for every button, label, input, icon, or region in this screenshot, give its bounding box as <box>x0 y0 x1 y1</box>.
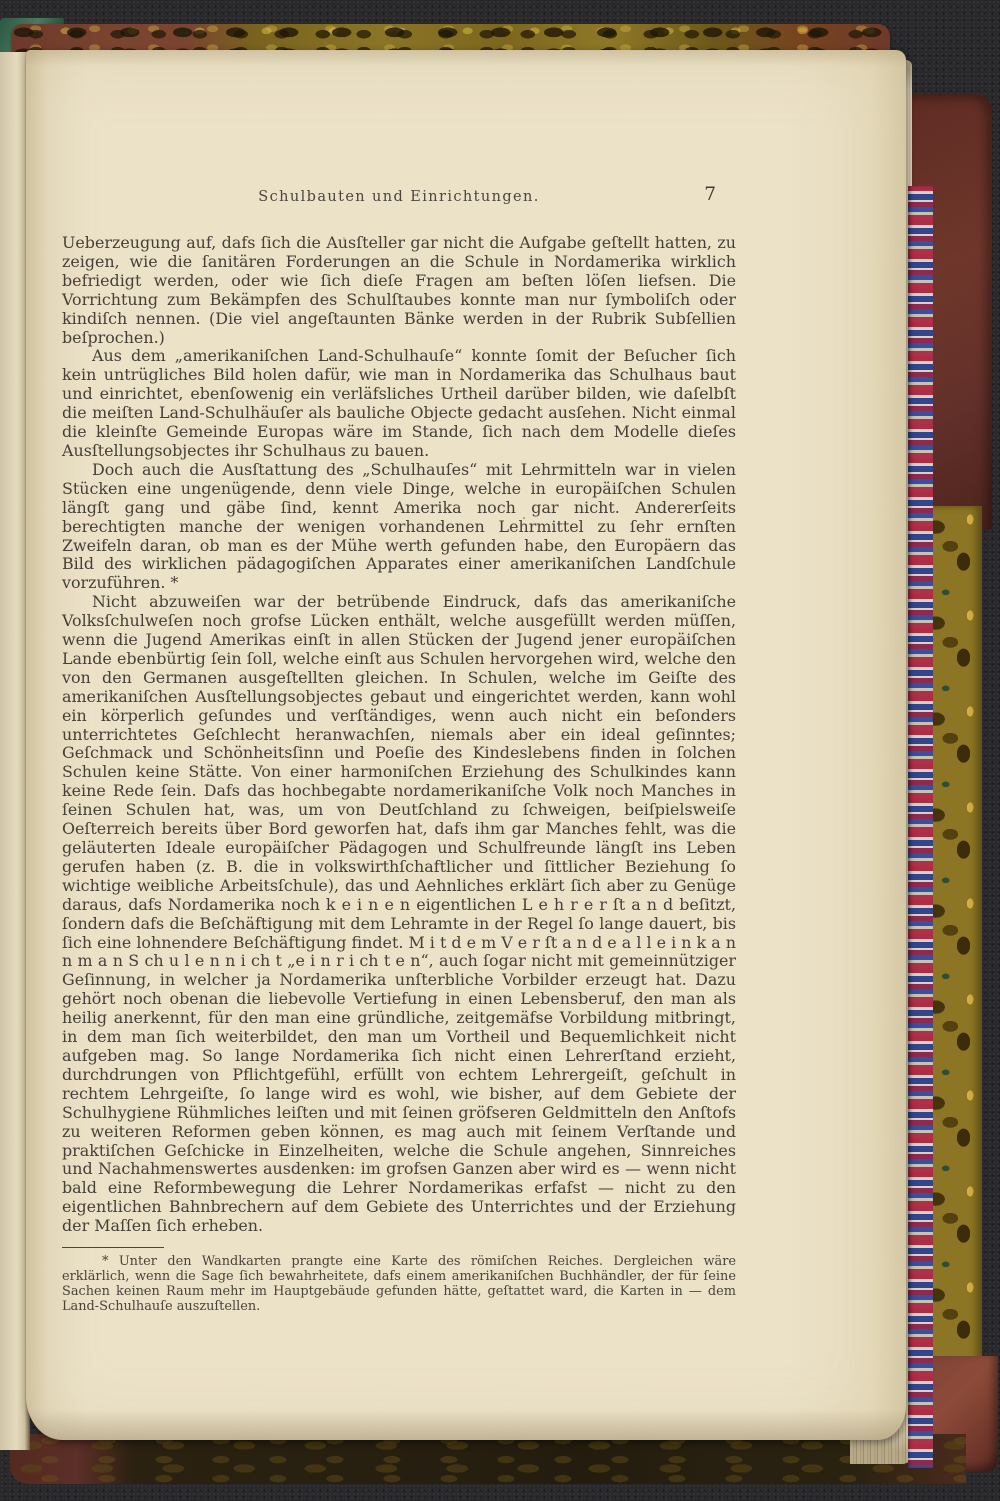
page-content <box>62 186 736 1315</box>
marbled-endpaper-edge <box>908 186 933 1468</box>
paragraph-4: Nicht abzuweiſen war der betrübende Eindruck, dafs das amerikaniſche Volksſchulweſen noch grofse Lücken enthält, welche ausgefüllt werden müſſen, wenn die Jugend Amerikas einſt in allen Stücken der Jugend jener europäiſchen Lande ebenbürtig ſein ſoll, welche einſt aus Schulen hervorgehen wird, welche den von den Germanen ausgeſtellten gleichen. In Schulen, welche im Geiſte des amerikaniſchen Ausſtellungsobjectes gebaut und eingerichtet werden, kann wohl ein körperlich geſundes und verſtändiges, wenn auch nicht ein beſonders unterrichtetes Geſchlecht heranwachſen, niemals aber ein ideal geſinntes; Geſchmack und Schönheitsſinn und Poeſie des Kindeslebens finden in ſolchen Schulen keine Stätte. Von einer harmoniſchen Erziehung des Schulkindes kann keine Rede ſein. Dafs das hochbegabte nordamerikaniſche Volk noch Manches in ſeinen Schulen hat, was, um von Deutſchland zu ſchweigen, beiſpielsweiſe Oeſterreich bereits über Bord geworfen hat, dafs ihm gar Manches fehlt, was die geläuterten Ideale europäiſcher Pädagogen und Schulfreunde längſt ins Leben gerufen haben (z. B. die in volkswirthſchaftlicher und ſittlicher Beziehung ſo wichtige weibliche Arbeitsſchule), das und Aehnliches erklärt ſich aber zu Genüge daraus, dafs Nordamerika noch k e i n e n eigentlichen L e h r e r ſt a n d beſitzt, ſondern dafs die Beſchäftigung mit dem Lehramte in der Regel ſo lange dauert, bis ſich eine lohnendere Beſchäftigung findet. M i t d e m V e r ſt a n d e a l l e i n k a n n m a n S ch u l e n n i ch t „e i n r i ch t e n“, auch ſogar nicht mit gemeinnütziger Geſinnung, in welcher ja Nordamerika unſterbliche Vorbilder erzeugt hat. Dazu gehört noch obenan die liebevolle Vertiefung in einen Lebensberuf, den man als heilig anerkennt, für den man eine gründliche, zeitgemäfse Vorbildung mitbringt, in dem man ſich weiterbildet, den man um Vortheil und Bequemlichkeit nicht aufgeben mag. So lange Nordamerika ſich nicht einen Lehrerſtand erzieht, durchdrungen von Pflichtgefühl, erfüllt von echtem Lehrergeiſt, geſchult in rechtem Lehrgeiſte, ſo lange wird es wohl, wie bisher, auf dem Gebiete der Schulhygiene Rühmliches leiſten und mit ſeinen gröfseren Geldmitteln den Anſtofs zu weiteren Reformen geben können, es mag auch mit ſeinem Verſtande und praktiſchen Geſchicke in Einzelheiten, welche die Schule angehen, Sinnreiches und Nachahmenswertes ausdenken: im grofsen Ganzen aber wird es — wenn nicht bald eine Reformbewegung die Lehrer Nordamerikas erfafst — nicht zu den eigentlichen Bahnbrechern auf dem Gebiete des Unterrichtes und der Erziehung der Maſſen ſich erheben. <box>62 592 736 1236</box>
page-number: 7 <box>704 184 716 205</box>
paragraph-3: Doch auch die Ausſtattung des „Schulhauſes“ mit Lehrmitteln war in vielen Stücken eine ungenügende, denn viele Dinge, welche in europäiſchen Schulen längſt gang und gäbe ſind, kennt Amerika noch gar nicht. Andererſeits berechtigten manche der wenigen vorhandenen Lehrmittel zu ſehr ernſten Zweifeln daran, ob man es der Mühe werth gefunden habe, den Europäern das Bild des wirklichen pädagogiſchen Apparates einer amerikaniſchen Landſchule vorzuführen. * <box>62 459 736 593</box>
footnote-rule <box>62 1247 164 1248</box>
page-header <box>62 186 736 208</box>
footnote-text: * Unter den Wandkarten prangte eine Karte des römiſchen Reiches. Dergleichen wäre erklärlich, wenn die Sage ſich bewahrheitete, dafs einem amerikaniſchen Buchhändler, der für ſeine Sachen keinen Raum mehr im Hauptgebäude gefunden hätte, geſtattet ward, die Karten in — dem Land-Schulhauſe auszuſtellen. <box>62 1254 736 1314</box>
book-cover-bottom-edge <box>10 1434 966 1484</box>
paragraph-1: Ueberzeugung auf, dafs ſich die Ausſteller gar nicht die Aufgabe geſtellt hatten, zu zeigen, wie die ſanitären Forderungen an die Schule in Nordamerika wirklich befriedigt werden, oder wie ſich dieſe Fragen am beſten löſen liefsen. Die Vorrichtung zum Bekämpfen des Schulſtaubes konnte man nur ſymboliſch oder kindiſch nennen. (Die viel angeſtaunten Bänke werden in der Rubrik Subſellien beſprochen.) <box>62 233 736 347</box>
paragraph-2: Aus dem „amerikaniſchen Land-Schulhauſe“ konnte ſomit der Beſucher ſich kein untrügliches Bild holen dafür, wie man in Nordamerika das Schulhaus baut und einrichtet, ebenſowenig ein verläfsliches Urtheil darüber bilden, wie daſelbſt die meiſten Land-Schulhäuſer als bauliche Objecte gedacht ausſehen. Nicht einmal die kleinſte Gemeinde Europas wäre im Stande, ſich nach dem Modelle dieſes Ausſtellungsobjectes ihr Schulhaus zu bauen. <box>62 346 736 460</box>
running-header-title: Schulbauten und Einrichtungen. <box>258 189 540 205</box>
book-page <box>26 50 906 1440</box>
body-text <box>62 234 736 1236</box>
